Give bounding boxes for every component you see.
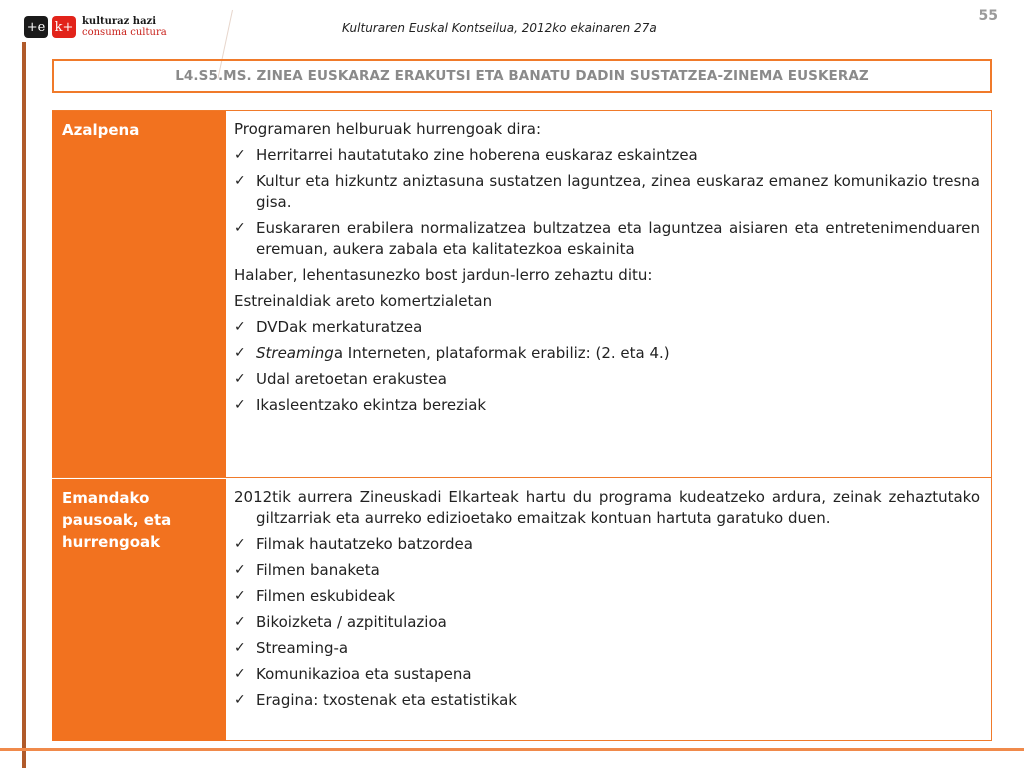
- page-title: L4.S5.MS. ZINEA EUSKARAZ ERAKUTSI ETA BANATU DADIN SUSTATZEA-ZINEMA EUSKERAZ: [175, 68, 869, 84]
- table-row: [52, 111, 992, 478]
- list-item: ✓ Herritarrei hautatutako zine hoberena euskaraz eskaintzea: [234, 146, 698, 164]
- lines-first: Estreinaldiak areto komertzialetan: [234, 292, 493, 310]
- check-icon: ✓: [234, 562, 246, 578]
- row-label: Azalpena: [52, 111, 226, 477]
- check-icon: ✓: [234, 345, 246, 361]
- check-icon: ✓: [234, 588, 246, 604]
- list-item: ✓ Udal aretoetan erakustea: [234, 370, 447, 388]
- bottom-accent-line: [0, 748, 1024, 751]
- logo-box-e: +e: [24, 16, 48, 38]
- goals-list: [234, 145, 980, 260]
- table-row: [52, 479, 992, 741]
- streaming-em: Streaming: [256, 344, 334, 362]
- check-icon: ✓: [234, 536, 246, 552]
- check-icon: ✓: [234, 220, 246, 236]
- page-number: 55: [978, 8, 998, 24]
- check-icon: ✓: [234, 666, 246, 682]
- list-item: ✓ Ikasleentzako ekintza bereziak: [234, 396, 487, 414]
- list-item: ✓ Eragina: txostenak eta estatistikak: [234, 691, 517, 709]
- list-item: ✓ Euskararen erabilera normalizatzea bultzatzea eta laguntzea aisiaren eta entretenimenduaren eremuan, aukera zabala eta kalitatezkoa eskainita: [234, 219, 980, 258]
- check-icon: ✓: [234, 319, 246, 335]
- row-content: [226, 479, 992, 741]
- check-icon: ✓: [234, 371, 246, 387]
- check-icon: ✓: [234, 614, 246, 630]
- list-item: ✓ Streaminga Interneten, plataformak erabiliz: (2. eta 4.): [234, 344, 670, 362]
- list-item: ✓ Filmak hautatzeko batzordea: [234, 535, 473, 553]
- lines-intro: Halaber, lehentasunezko bost jardun-lerro zehaztu ditu:: [234, 266, 653, 284]
- title-box: [52, 59, 992, 93]
- logo-text: [82, 16, 167, 38]
- check-icon: ✓: [234, 692, 246, 708]
- list-item: ✓ Komunikazioa eta sustapena: [234, 665, 472, 683]
- row-content: [226, 111, 992, 477]
- steps-list: [234, 534, 980, 711]
- list-item: ✓ Filmen eskubideak: [234, 587, 396, 605]
- list-item: ✓ Filmen banaketa: [234, 561, 380, 579]
- list-item: ✓ Bikoizketa / azpititulazioa: [234, 613, 447, 631]
- list-item: ✓ DVDak merkaturatzea: [234, 318, 423, 336]
- logo: [24, 16, 167, 38]
- left-accent-bar: [22, 42, 26, 768]
- lines-list: [234, 317, 980, 416]
- check-icon: ✓: [234, 397, 246, 413]
- check-icon: ✓: [234, 147, 246, 163]
- check-icon: ✓: [234, 173, 246, 189]
- list-item: ✓ Kultur eta hizkuntz aniztasuna sustatzen laguntzea, zinea euskaraz emanez komunikazio tresna gisa.: [234, 172, 980, 211]
- row-label: Emandako pausoak, eta hurrengoak: [52, 479, 226, 741]
- intro-text: Programaren helburuak hurrengoak dira:: [234, 120, 542, 138]
- logo-line-2: consuma cultura: [82, 27, 167, 38]
- check-icon: ✓: [234, 640, 246, 656]
- logo-box-k: k+: [52, 16, 76, 38]
- content-table: [52, 110, 992, 741]
- header-subtitle: Kulturaren Euskal Kontseilua, 2012ko ekainaren 27a: [342, 21, 657, 35]
- intro-text: 2012tik aurrera Zineuskadi Elkarteak hartu du programa kudeatzeko ardura, zeinak zehaztutako giltzarriak eta aurreko edizioetako emaitzak kontuan hartuta garatuko duen.: [234, 488, 980, 527]
- logo-line-1: kulturaz hazi: [82, 16, 157, 27]
- list-item: ✓ Streaming-a: [234, 639, 349, 657]
